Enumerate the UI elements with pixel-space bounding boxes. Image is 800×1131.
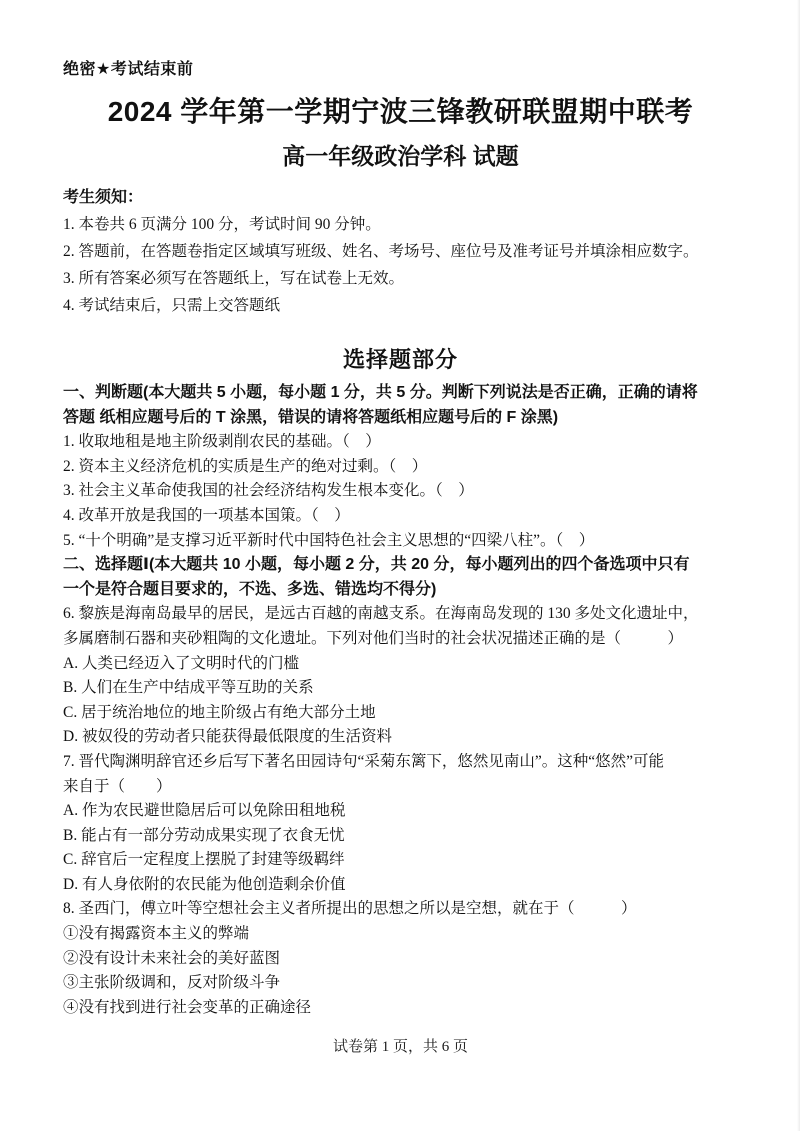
option-line: ③主张阶级调和，反对阶级斗争 bbox=[63, 974, 281, 992]
notice-item: 1. 本卷共 6 页满分 100 分，考试时间 90 分钟。 bbox=[63, 216, 381, 233]
option-line: D. 有人身依附的农民能为他创造剩余价值 bbox=[63, 875, 346, 893]
option-line: A. 人类已经迈入了文明时代的门槛 bbox=[63, 654, 299, 672]
candidate-notice-block bbox=[63, 184, 738, 319]
question-stem-line: 来自于（ ） bbox=[63, 777, 172, 795]
question-stem-line: 多属磨制石器和夹砂粗陶的文化遗址。下列对他们当时的社会状况描述正确的是（ ） bbox=[63, 629, 684, 647]
exam-subtitle: 高一年级政治学科 试题 bbox=[282, 143, 519, 169]
option-line: A. 作为农民避世隐居后可以免除田租地税 bbox=[63, 802, 346, 820]
question-line: 2. 资本主义经济危机的实质是生产的绝对过剩。（ ） bbox=[63, 457, 428, 475]
notice-item: 3. 所有答案必须写在答题纸上，写在试卷上无效。 bbox=[63, 270, 405, 287]
question-line: 1. 收取地租是地主阶级剥削农民的基础。（ ） bbox=[63, 433, 381, 451]
question-stem-line: 7. 晋代陶渊明辞官还乡后写下著名田园诗句“采菊东篱下，悠然见南山”。这种“悠然”可能 bbox=[63, 752, 665, 770]
option-line: C. 辞官后一定程度上摆脱了封建等级羁绊 bbox=[63, 851, 345, 869]
question-line: 3. 社会主义革命使我国的社会经济结构发生根本变化。（ ） bbox=[63, 482, 474, 500]
option-line: ④没有找到进行社会变革的正确途径 bbox=[63, 998, 312, 1016]
option-line: ①没有揭露资本主义的弊端 bbox=[63, 925, 250, 943]
option-line: C. 居于统治地位的地主阶级占有绝大部分土地 bbox=[63, 703, 376, 721]
section2-header-line: 二、选择题Ⅰ(本大题共 10 小题，每小题 2 分，共 20 分，每小题列出的四个备选项中只有 bbox=[63, 556, 690, 574]
section1-header-line: 答题 纸相应题号后的 T 涂黑，错误的请将答题纸相应题号后的 F 涂黑) bbox=[63, 408, 559, 426]
page-footer: 试卷第 1 页，共 6 页 bbox=[332, 1039, 468, 1056]
questions-area bbox=[63, 381, 738, 1020]
question-stem-line: 6. 黎族是海南岛最早的居民，是远古百越的南越支系。在海南岛发现的 130 多处文化遗址中， bbox=[63, 605, 699, 623]
option-line: B. 人们在生产中结成平等互助的关系 bbox=[63, 679, 314, 697]
question-stem-line: 8. 圣西门，傅立叶等空想社会主义者所提出的思想之所以是空想，就在于（ ） bbox=[63, 900, 637, 918]
exam-title: 2024 学年第一学期宁波三锋教研联盟期中联考 bbox=[107, 96, 694, 127]
part-title: 选择题部分 bbox=[342, 347, 458, 372]
section1-header-line: 一、判断题(本大题共 5 小题，每小题 1 分，共 5 分。判断下列说法是否正确，正确的请将 bbox=[63, 384, 698, 401]
question-line: 4. 改革开放是我国的一项基本国策。（ ） bbox=[63, 506, 350, 524]
section2-header-line: 一个是符合题目要求的，不选、多选、错选均不得分) bbox=[63, 580, 437, 598]
notice-heading: 考生须知： bbox=[63, 189, 144, 206]
notice-item: 4. 考试结束后，只需上交答题纸 bbox=[63, 297, 281, 314]
classification-label: 绝密★考试结束前 bbox=[63, 61, 194, 78]
question-line: 5. “十个明确”是支撑习近平新时代中国特色社会主义思想的“四梁八柱”。（ ） bbox=[63, 531, 595, 549]
option-line: ②没有设计未来社会的美好蓝图 bbox=[63, 949, 281, 967]
option-line: B. 能占有一部分劳动成果实现了衣食无忧 bbox=[63, 826, 345, 844]
option-line: D. 被奴役的劳动者只能获得最低限度的生活资料 bbox=[63, 728, 392, 746]
notice-item: 2. 答题前，在答题卷指定区域填写班级、姓名、考场号、座位号及准考证号并填涂相应数字。 bbox=[63, 243, 699, 260]
